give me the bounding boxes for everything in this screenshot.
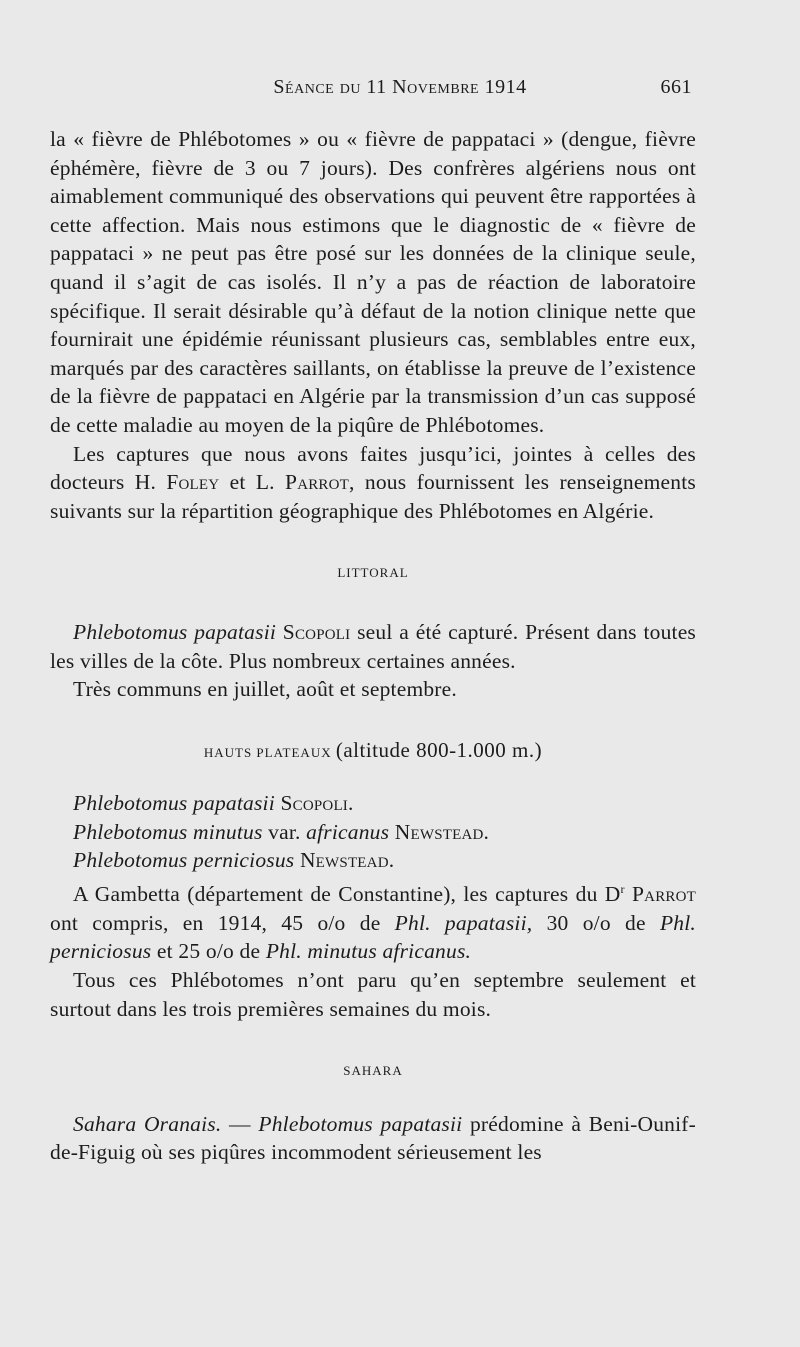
species-name: Phlebotomus papatasii	[73, 791, 275, 816]
dash: —	[221, 1111, 259, 1136]
littoral-text: seul a été capturé. Présent dans toutes les villes de la côte. Plus nombreux certaines années.	[50, 619, 697, 673]
species-line-papatasii	[50, 789, 696, 818]
section-heading-littoral: LITTORAL	[337, 565, 409, 581]
sahara-text: prédomine à Beni-Ounif-de-Figuig où ses piqûres incommodent sérieusement les	[50, 1111, 696, 1165]
species-name: Phlebotomus papatasii	[73, 619, 277, 644]
paragraph-captures	[50, 440, 696, 526]
variety-name: africanus	[306, 819, 390, 844]
gambetta-text-c: 30 o/o de	[532, 910, 660, 935]
paragraph-sahara	[50, 1110, 696, 1167]
captures-text-b: et L.	[219, 470, 286, 495]
gambetta-text-b: ont compris, en 1914, 45 o/o de	[50, 910, 395, 935]
author-foley: Foley	[166, 470, 220, 495]
species-name: Phlebotomus papatasii	[258, 1111, 463, 1136]
variety-label: var.	[262, 819, 307, 844]
region-name: Sahara Oranais.	[73, 1111, 222, 1136]
section-heading-hauts-plateaux	[50, 736, 696, 768]
doctor-superscript: r	[620, 882, 625, 897]
hauts-plateaux-label: HAUTS PLATEAUX	[203, 744, 332, 760]
species-name: Phlebotomus minutus	[73, 819, 263, 844]
species-author: Scopoli.	[280, 791, 354, 816]
species-line-minutus	[50, 818, 696, 847]
gambetta-text-a: A Gambetta (département de Constantine), les captures du D	[73, 882, 621, 907]
species-author: Newstead.	[394, 819, 490, 844]
paragraph-littoral	[50, 618, 696, 675]
page-number: 661	[660, 76, 692, 98]
species-name: Phl. perniciosus	[50, 910, 696, 964]
captures-text-a: Les captures que nous avons faites jusqu’ici, jointes à celles des docteurs H.	[50, 441, 696, 495]
altitude-note: (altitude 800-1.000 m.)	[335, 737, 543, 762]
species-author: Newstead.	[299, 848, 395, 873]
species-line-perniciosus	[50, 846, 696, 875]
running-header	[0, 76, 800, 106]
header-title: Séance du 11 Novembre 1914	[273, 76, 527, 98]
captures-text-c: , nous fournissent les renseignements suivants sur la répartition géographique des Phlébotomes en Algérie.	[50, 470, 696, 523]
paragraph-gambetta	[50, 875, 696, 966]
gambetta-text-d: et 25 o/o de	[151, 939, 266, 964]
species-name: Phl. minutus africanus.	[265, 939, 472, 964]
page-body	[50, 125, 696, 1167]
species-author: Scopoli	[282, 619, 351, 644]
paragraph-fievre-pappataci: la « fièvre de Phlébotomes » ou « fièvre de pappataci » (dengue, fièvre éphémère, fièvre de 3 ou 7 jours). Des confrères algériens nous ont aimablement communiqué des observations qui peuvent être rapportées à cette affection. Mais nous estimons que le diagnostic de « fièvre de pappataci » ne peut pas être posé sur les données de la clinique seule, quand il s’agit de cas isolés. Il n’y a pas de réaction de laboratoire spécifique. Il serait désirable qu’à défaut de la notion clinique nette que fournirait une épidémie réunissant plusieurs cas, semblables entre eux, marqués par des caractères saillants, on établisse la preuve de l’existence de la fièvre de pappataci en Algérie par la transmission d’un cas supposé de cette maladie au moyen de la piqûre de Phlébotomes.	[50, 127, 696, 437]
author-parrot: Parrot	[285, 470, 350, 495]
species-name: Phlebotomus perniciosus	[73, 848, 295, 873]
section-heading-sahara: SAHARA	[343, 1063, 403, 1079]
species-name: Phl. papatasii,	[394, 910, 533, 935]
author-parrot: Parrot	[632, 882, 696, 907]
paragraph-littoral-season: Très communs en juillet, août et septembre.	[73, 677, 457, 702]
paragraph-septembre: Tous ces Phlébotomes n’ont paru qu’en septembre seulement et surtout dans les trois premières semaines du mois.	[50, 968, 696, 1021]
